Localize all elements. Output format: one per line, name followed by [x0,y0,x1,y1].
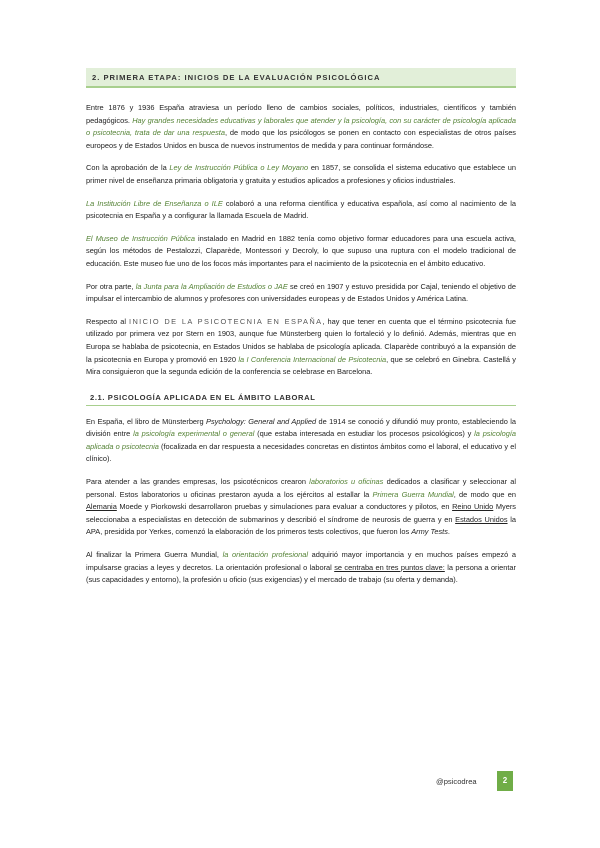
highlight-text: la Junta para la Ampliación de Estudios o JAE [135,281,288,291]
highlight-text: Hay grandes necesidades educativas y laborales que atender y la psicología, con su carácter de psicología aplicada o psicotecnia, trata de dar una respuesta [86,115,516,138]
text: En España, el libro de Münsterberg [86,416,207,426]
highlight-text: la I Conferencia Internacional de Psicotecnia [238,354,387,364]
highlight-text: la psicología experimental o general [133,429,255,439]
paragraph-9 [86,549,516,587]
footer-handle: @psicodrea [436,777,477,786]
highlight-text: La Institución Libre de Enseñanza o ILE [86,198,223,208]
paragraph-6 [86,316,516,379]
text: Moede y Piorkowski desarrollaron pruebas y simulaciones para evaluar a conductores y pilotos, en [116,502,453,512]
document-page [86,68,516,597]
section-heading: 2. PRIMERA ETAPA: INICIOS DE LA EVALUACIÓN PSICOLÓGICA [86,68,516,88]
paragraph-1 [86,102,516,152]
text: Respecto al [86,316,129,326]
paragraph-3 [86,198,516,223]
text: instalado en Madrid en 1882 tenía como objetivo formar educadores para una escuela activa, según los métodos de Pestalozzi, Claparède, Montessori y Decroly, lo que supuso una ruptura con el modelo tradicional de educación. Este museo fue uno de los focos más importantes para el nacimiento de la psicotecnia en el ámbito educativo. [86,233,516,268]
text: . [447,527,450,537]
text: , que se celebró en Ginebra. Castellá y Mira consiguieron que la segunda edición de la conferencia se celebrase en Barcelona. [86,354,516,377]
text: de 1914 se conoció y difundió muy pronto, estableciendo la división entre [86,416,516,439]
text: Al finalizar la Primera Guerra Mundial, [86,550,223,560]
italic-text: Army Tests [411,527,448,537]
highlight-text: la psicología aplicada o psicotecnia [86,429,516,451]
book-title: Psychology: General and Applied [206,416,317,426]
underlined-text: Reino Unido [452,502,494,512]
text: la persona a orientar (sus capacidades y entorno), la profesión u oficio (sus exigencias) y el mercado de trabajo (su oferta y demanda). [86,562,517,585]
highlight-text: la orientación profesional [222,550,308,560]
text: adquirió mayor importancia y en muchos países empezó a impulsarse gracias a leyes y decretos. La orientación profesional o laboral [86,550,516,572]
highlight-text: laboratorios u oficinas [309,477,384,487]
text: , de modo que los psicólogos se ponen en contacto con especialistas de otros países europeos y de Estados Unidos en busca de nuevos instrumentos de medida y para continuar formándose. [86,128,517,150]
underlined-text: se centraba en tres puntos clave: [334,562,445,572]
highlight-text: Primera Guerra Mundial [372,489,454,499]
text: Myers seleccionaba a especialistas en detección de submarinos y describió el síndrome de neurosis de guerra y en [86,502,516,524]
text: , de modo que en [453,489,516,499]
spaced-text: INICIO DE LA PSICOTECNIA EN ESPAÑA [128,316,323,326]
text: (focalizada en dar respuesta a necesidades concretas en distintos ámbitos como el laboral, el educativo y el clínico). [86,441,516,464]
text: Con la aprobación de la [86,163,170,173]
highlight-text: El Museo de Instrucción Pública [86,233,195,243]
text: dedicados a clasificar y seleccionar al personal. Estos laboratorios u oficinas prestaron ayuda a los ejércitos al estallar la [86,477,516,499]
sub-heading: 2.1. PSICOLOGÍA APLICADA EN EL ÁMBITO LABORAL [86,389,516,406]
underlined-text: Estados Unidos [455,514,508,524]
page-number-badge: 2 [497,771,513,791]
text: colaboró a una reforma científica y educativa española, así como al nacimiento de la psicotecnia en España y a configurar la llamada Escuela de Madrid. [86,198,516,221]
underlined-text: Alemania [86,502,117,512]
text: Para atender a las grandes empresas, los psicotécnicos crearon [86,477,310,487]
text: , hay que tener en cuenta que el término psicotecnia fue utilizado por primera vez por Stern en 1903, aunque fue Münsterberg quien lo fortaleció y lo definió. Además, mientras que en Europa se hablaba de psicotecnia, en Estados Unidos se hablaba de psicología aplicada. Claparède contribuyó a la expansión de la psicotecnia en Europa y promovió en 1920 [86,316,516,364]
text: (que estaba interesada en estudiar los procesos psicológicos) y [254,429,475,439]
text: se creó en 1907 y estuvo presidida por Cajal, teniendo el objetivo de impulsar el intercambio de alumnos y profesores con universidades europeas y de Estados Unidos y América Latina. [86,281,516,304]
paragraph-8 [86,476,516,539]
paragraph-4 [86,233,516,271]
text: la APA, presidida por Yerkes, comenzó la elaboración de los primeros tests colectivos, que fueron los [86,514,516,537]
paragraph-5 [86,281,516,306]
paragraph-2 [86,162,516,187]
text: Por otra parte, [86,281,136,291]
text: en 1857, se consolida el sistema educativo que establece un primer nivel de enseñanza primaria obligatoria y gratuita y estudios aplicados a profesiones y oficios industriales. [86,163,516,185]
text: Entre 1876 y 1936 España atraviesa un período lleno de cambios sociales, políticos, industriales, científicos y también pedagógicos. [86,103,516,125]
highlight-text: Ley de Instrucción Pública o Ley Moyano [169,163,309,173]
paragraph-7 [86,416,516,466]
